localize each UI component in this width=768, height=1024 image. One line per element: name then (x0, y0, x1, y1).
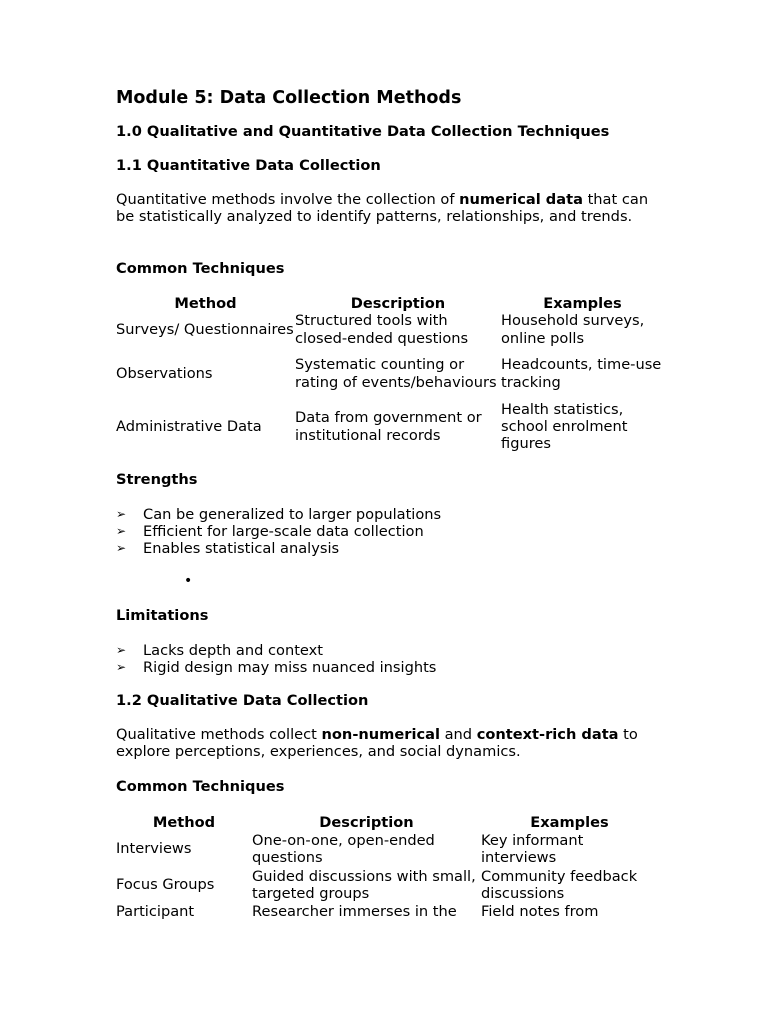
quantitative-techniques-table (116, 294, 664, 453)
strengths-list (116, 506, 441, 557)
table-row (116, 312, 664, 347)
qualitative-intro: Qualitative methods collect non-numerical and context-rich data to explore perceptions, experiences, and social dynamics. (116, 726, 638, 761)
table-cell: Household surveys, online polls (501, 312, 645, 347)
arrow-bullet-icon: ➢ (116, 507, 127, 521)
emphasis-context-rich-data: context-rich data (476, 726, 619, 743)
column-header-description: Description (319, 813, 414, 831)
table-header-row (116, 294, 664, 312)
limitations-list (116, 642, 436, 676)
table-cell: Structured tools with closed-ended questions (295, 312, 469, 347)
table-cell: Focus Groups (116, 876, 215, 894)
table-header-row (116, 813, 658, 831)
table-cell: Health statistics, school enrolment figures (501, 400, 628, 453)
list-item: ➢ Enables statistical analysis (116, 540, 340, 557)
column-header-description: Description (350, 294, 446, 312)
list-item: ➢ Rigid design may miss nuanced insights (116, 659, 437, 676)
quantitative-techniques-heading: Common Techniques (116, 260, 285, 277)
table-cell: One-on-one, open-ended questions (252, 831, 435, 866)
column-header-method: Method (152, 813, 216, 831)
quantitative-heading: 1.1 Quantitative Data Collection (116, 157, 381, 174)
stray-bullet-icon: • (184, 573, 193, 589)
arrow-bullet-icon: ➢ (116, 643, 127, 657)
table-cell: Systematic counting or rating of events/behaviours (295, 356, 497, 391)
table-cell: Data from government or institutional records (295, 409, 482, 444)
table-cell: Field notes from (481, 903, 599, 920)
document-title: Module 5: Data Collection Methods (116, 88, 462, 108)
arrow-bullet-icon: ➢ (116, 660, 127, 674)
emphasis-numerical-data: numerical data (459, 191, 583, 208)
arrow-bullet-icon: ➢ (116, 541, 127, 555)
table-row (116, 347, 664, 400)
table-cell: Surveys/ Questionnaires (116, 320, 294, 338)
table-cell: Administrative Data (116, 417, 262, 435)
table-cell: Guided discussions with small, targeted groups (252, 867, 476, 902)
table-cell: Researcher immerses in the (252, 903, 457, 920)
list-item: ➢ Lacks depth and context (116, 642, 324, 659)
table-row (116, 903, 658, 921)
column-header-examples: Examples (530, 813, 609, 831)
column-header-method: Method (174, 294, 237, 312)
quantitative-intro: Quantitative methods involve the collection of numerical data that can be statistically analyzed to identify patterns, relationships, and trends. (116, 191, 649, 226)
table-row (116, 867, 658, 903)
list-item: ➢ Efficient for large-scale data collection (116, 523, 424, 540)
table-cell: Community feedback discussions (481, 867, 638, 902)
table-row (116, 400, 664, 453)
qualitative-techniques-heading: Common Techniques (116, 778, 285, 795)
emphasis-non-numerical: non-numerical (321, 726, 440, 743)
qualitative-techniques-table (116, 813, 658, 921)
arrow-bullet-icon: ➢ (116, 524, 127, 538)
list-item: ➢ Can be generalized to larger populations (116, 506, 442, 523)
table-cell: Participant (116, 903, 195, 920)
section-heading-main: 1.0 Qualitative and Quantitative Data Collection Techniques (116, 123, 610, 140)
table-cell: Observations (116, 364, 213, 382)
qualitative-heading: 1.2 Qualitative Data Collection (116, 692, 369, 709)
limitations-heading: Limitations (116, 607, 209, 624)
table-cell: Headcounts, time-use tracking (501, 356, 662, 391)
strengths-heading: Strengths (116, 471, 198, 488)
column-header-examples: Examples (543, 294, 622, 312)
table-row (116, 831, 658, 867)
table-cell: Interviews (116, 840, 192, 858)
table-cell: Key informant interviews (481, 831, 584, 866)
